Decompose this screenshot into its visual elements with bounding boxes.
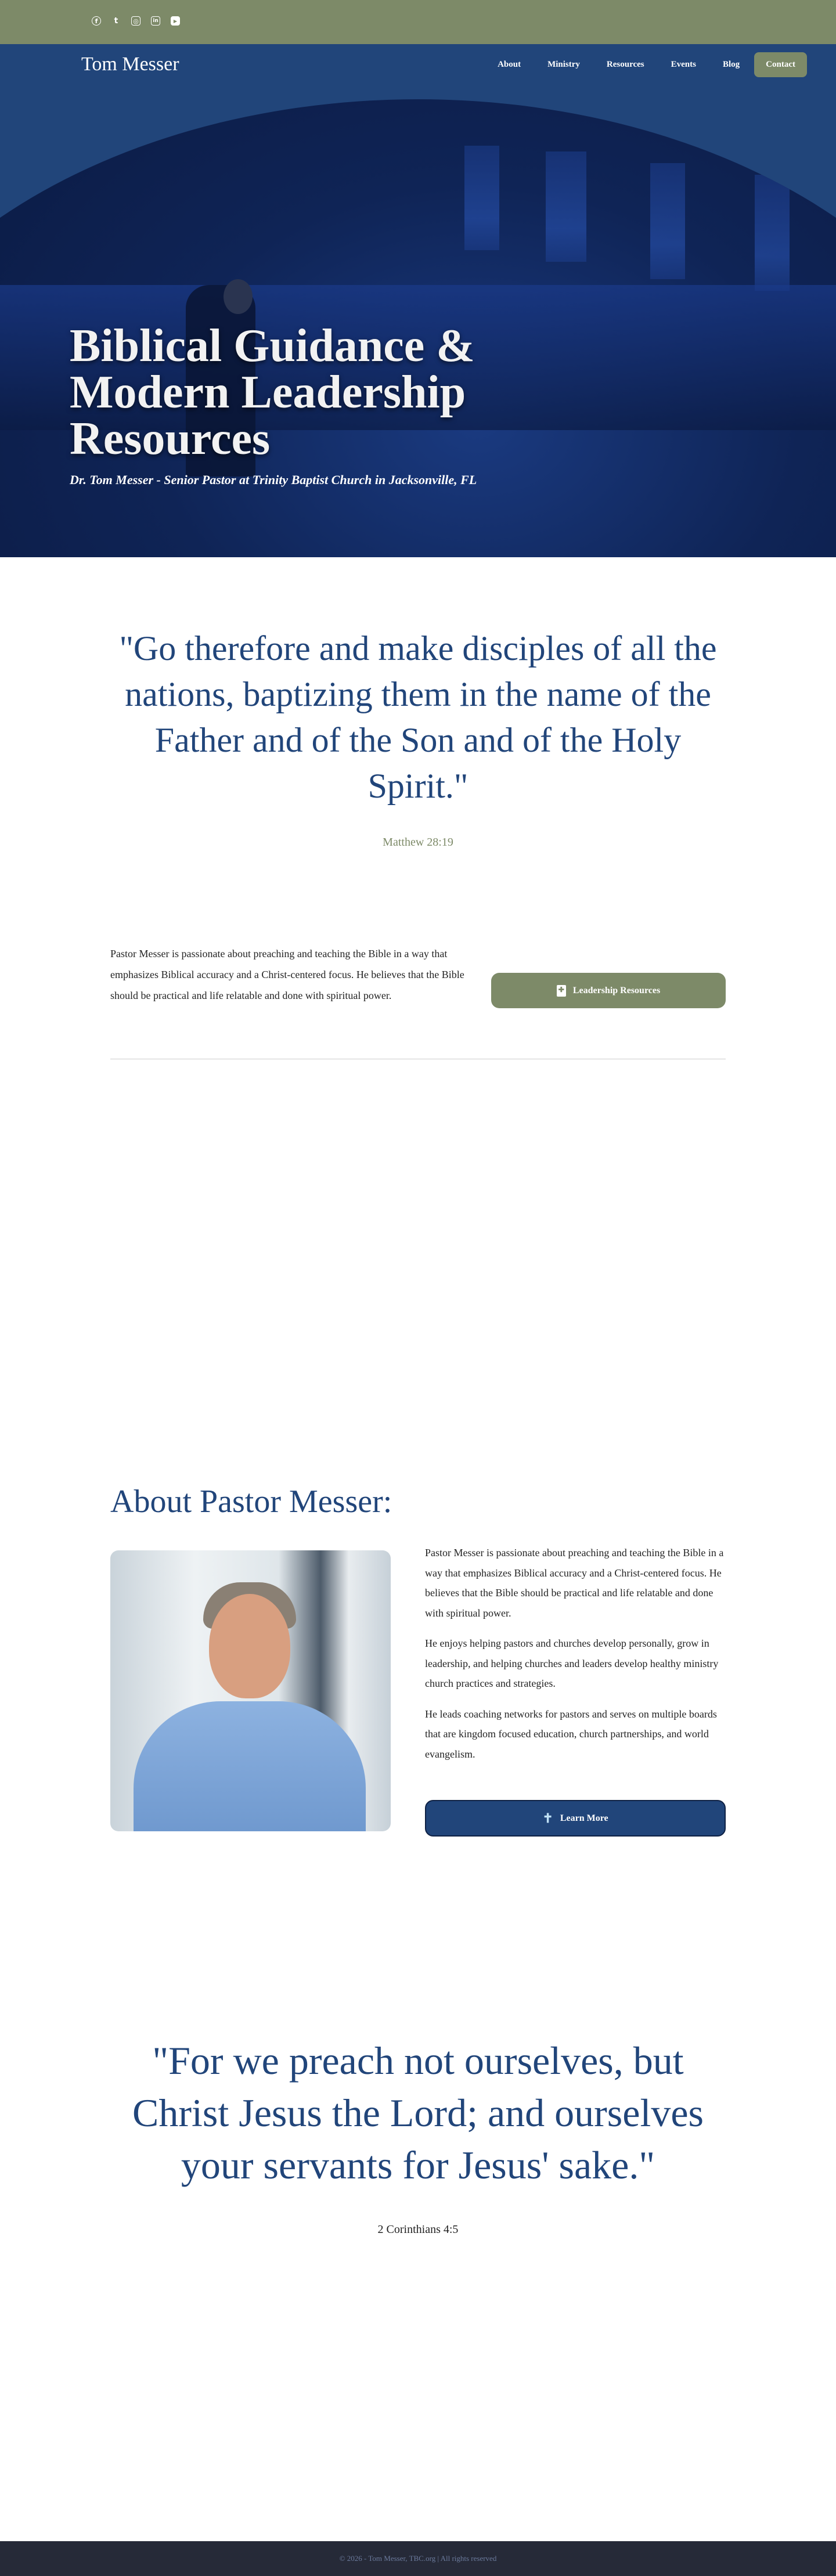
button-label: Learn More xyxy=(560,1813,608,1823)
copyright-text: © 2026 - Tom Messer, TBC.org | All rights reserved xyxy=(339,2554,497,2563)
button-label: Leadership Resources xyxy=(572,985,661,995)
bible-icon: ✚ xyxy=(557,985,566,997)
scripture-reference: Matthew 28:19 xyxy=(383,836,453,849)
learn-more-button[interactable] xyxy=(425,1800,726,1837)
youtube-icon[interactable]: ▶ xyxy=(171,16,180,26)
scripture-quote: "Go therefore and make disciples of all the nations, baptizing them in the name of the Father and of the Son and of the Holy Spirit." xyxy=(119,629,717,805)
nav-about[interactable]: About xyxy=(498,60,521,69)
twitter-icon[interactable]: t xyxy=(114,16,118,26)
intro-paragraph: Pastor Messer is passionate about preaching and teaching the Bible in a way that emphasizes Biblical accuracy and a Christ-centered focus. He believes that the Bible should be practical and life relatable and done with spiritual power. xyxy=(110,948,464,1001)
about-paragraph: He enjoys helping pastors and churches develop personally, grow in leadership, and helping churches and leaders develop healthy ministry church practices and strategies. xyxy=(425,1637,719,1689)
cross-icon: ✝ xyxy=(542,1810,553,1825)
leadership-resources-button[interactable] xyxy=(491,973,726,1008)
footer xyxy=(0,2541,836,2576)
top-bar xyxy=(0,0,836,44)
hero-section xyxy=(0,44,836,557)
nav-blog[interactable]: Blog xyxy=(722,60,740,69)
hero-subtitle: Dr. Tom Messer - Senior Pastor at Trinity Baptist Church in Jacksonville, FL xyxy=(70,472,477,487)
main-nav xyxy=(0,44,836,91)
site-logo[interactable]: Tom Messer xyxy=(81,53,179,75)
nav-resources[interactable]: Resources xyxy=(606,60,644,69)
nav-events[interactable]: Events xyxy=(671,60,696,69)
social-links xyxy=(92,16,180,26)
pastor-photo xyxy=(110,1550,391,1831)
instagram-icon[interactable]: ◎ xyxy=(131,16,140,26)
scripture-quote: "For we preach not ourselves, but Christ Jesus the Lord; and ourselves your servants for Jesus' sake." xyxy=(132,2039,704,2187)
scripture-reference: 2 Corinthians 4:5 xyxy=(377,2223,459,2236)
hero-title: Biblical Guidance & Modern Leadership Resources xyxy=(70,320,475,464)
about-text xyxy=(425,1543,726,1774)
about-heading: About Pastor Messer: xyxy=(110,1484,392,1520)
linkedin-icon[interactable]: in xyxy=(151,16,160,26)
about-paragraph: Pastor Messer is passionate about preaching and teaching the Bible in a way that emphasizes Biblical accuracy and a Christ-centered focus. He believes that the Bible should be practical and life relatable and done with spiritual power. xyxy=(425,1547,724,1619)
facebook-icon[interactable]: f xyxy=(92,16,101,26)
nav-contact-button[interactable]: Contact xyxy=(754,52,807,77)
about-paragraph: He leads coaching networks for pastors and serves on multiple boards that are kingdom focused education, church partnerships, and world evangelism. xyxy=(425,1708,717,1760)
nav-ministry[interactable]: Ministry xyxy=(547,60,580,69)
